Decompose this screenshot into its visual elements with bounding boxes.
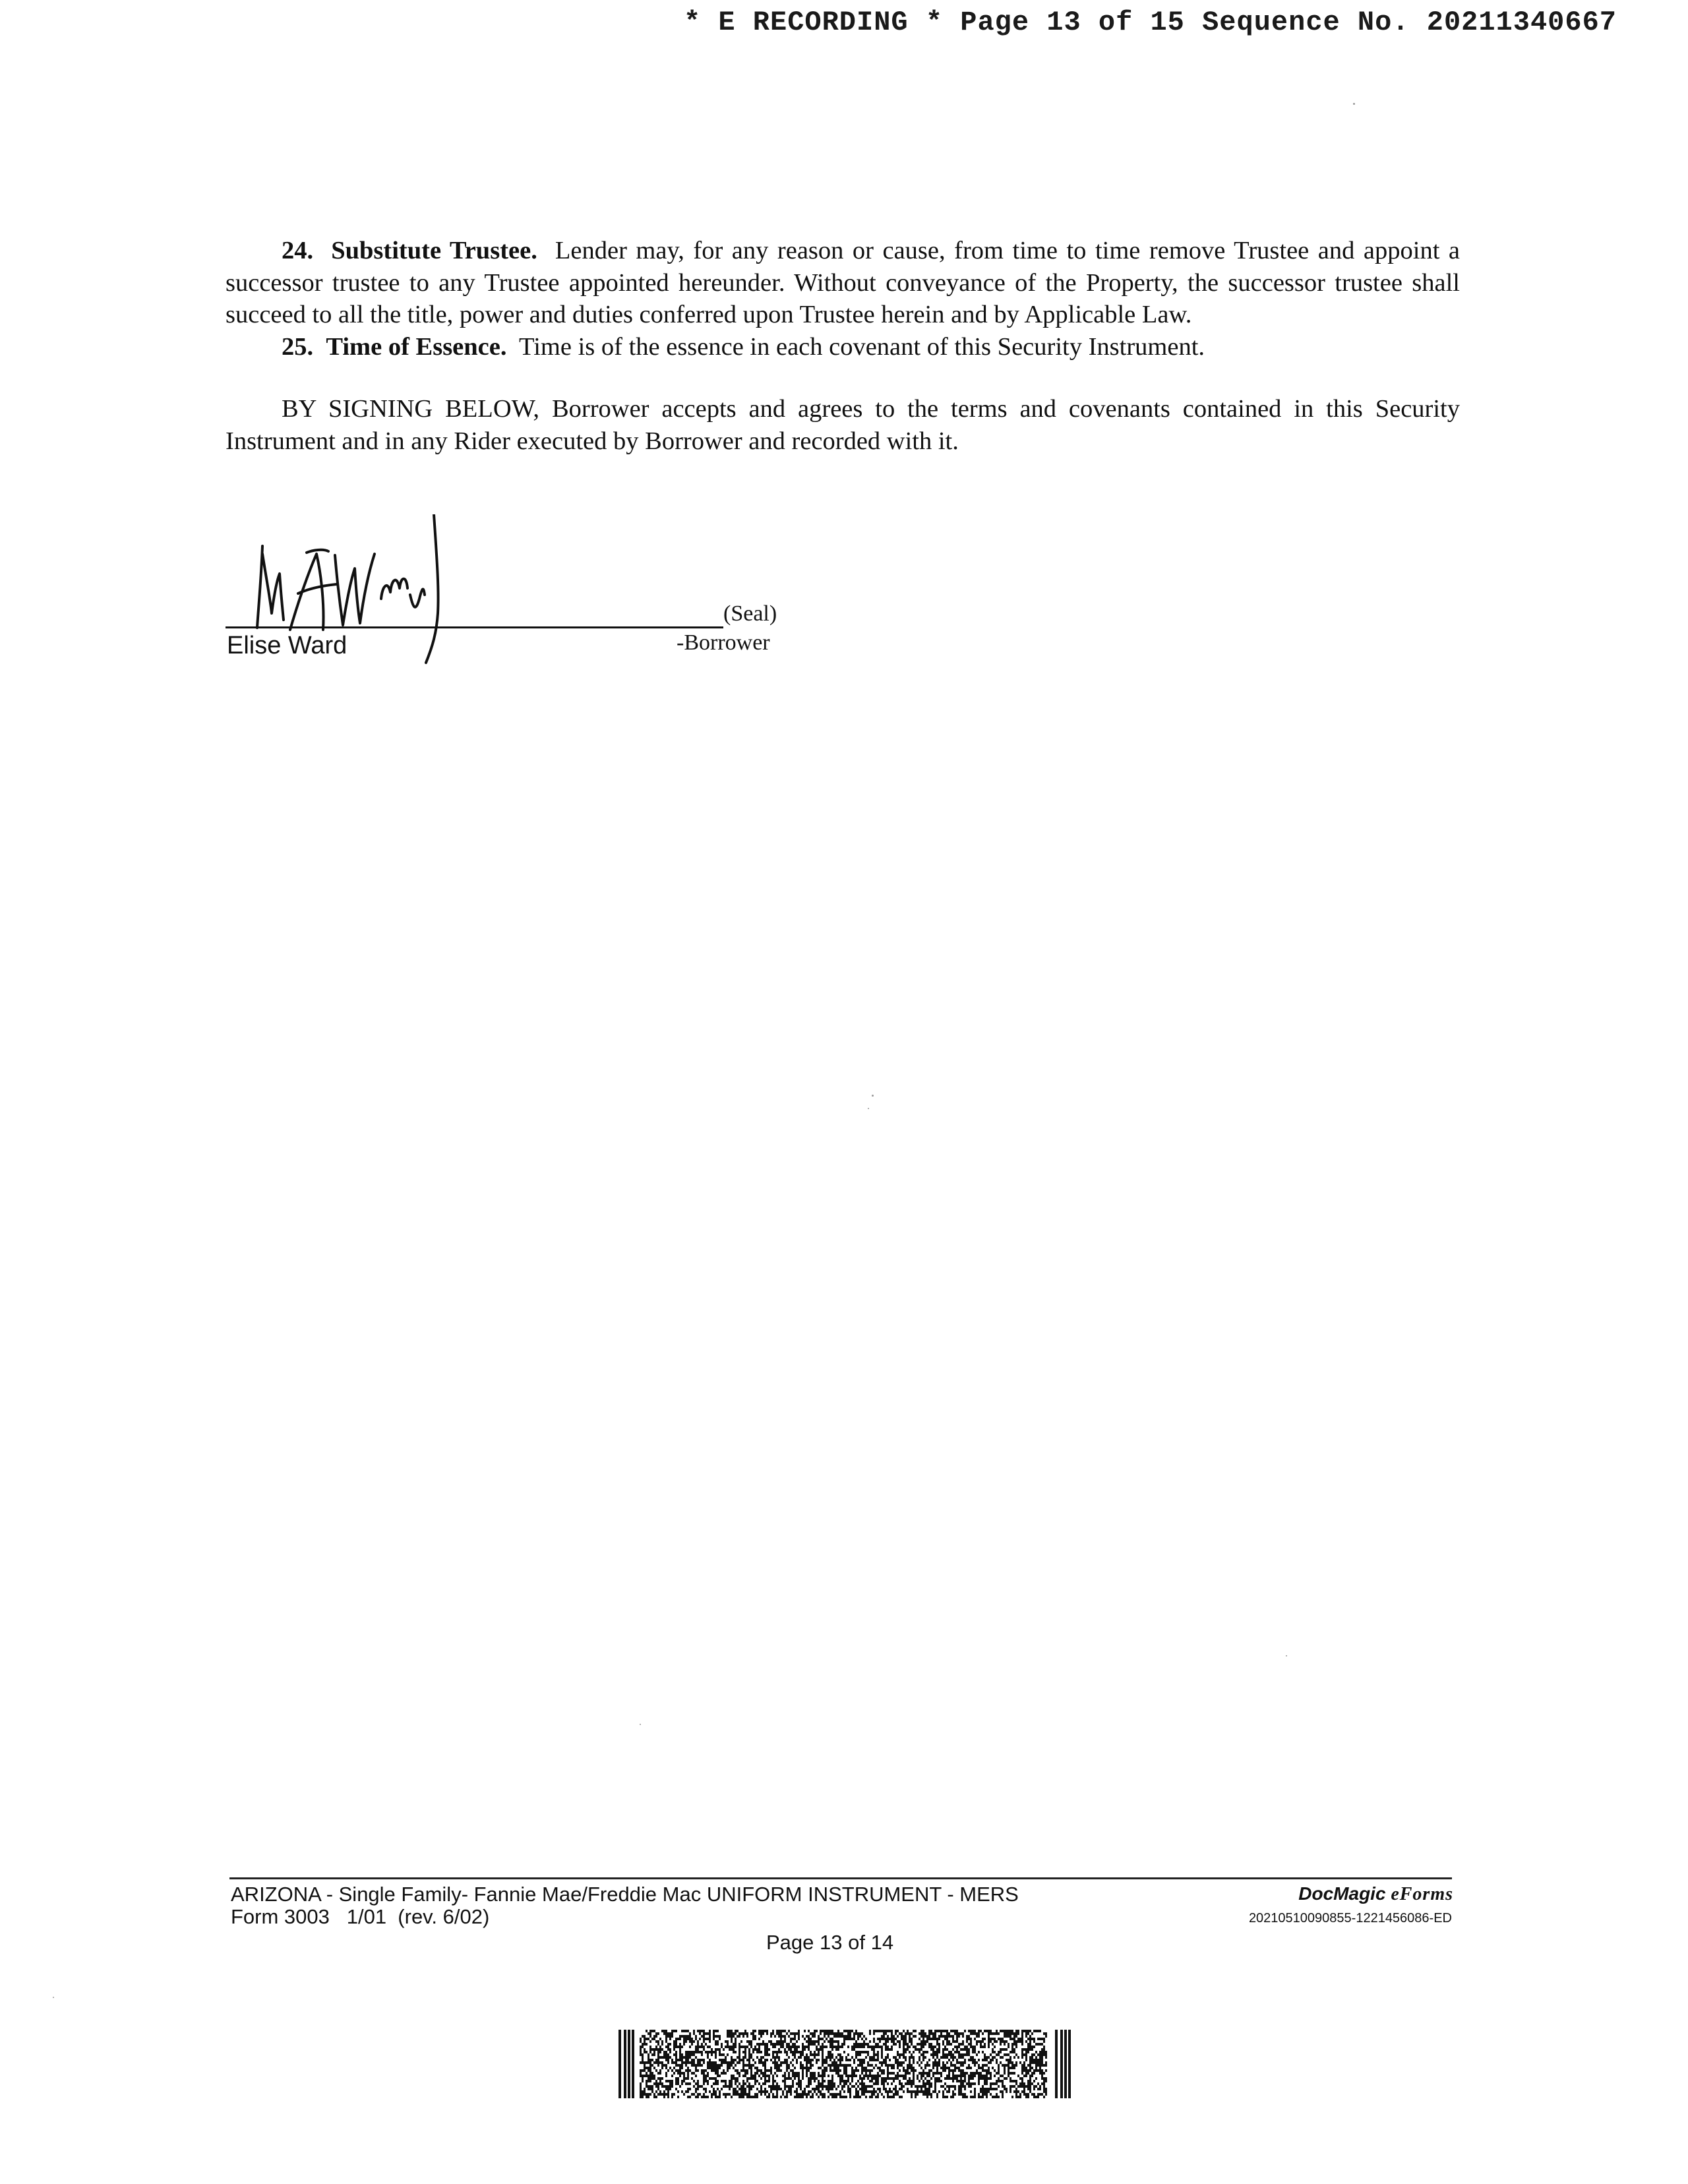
scan-speck <box>53 1997 54 1998</box>
section-25-title: Time of Essence. <box>326 332 507 361</box>
form-title-line: ARIZONA - Single Family- Fannie Mae/Freddie Mac UNIFORM INSTRUMENT - MERS <box>231 1883 1019 1906</box>
brand-suffix: eForms <box>1391 1884 1453 1904</box>
section-25-number: 25. <box>282 332 314 361</box>
scan-speck <box>1286 1655 1287 1656</box>
signature-block <box>224 514 791 673</box>
scan-speck <box>1353 103 1355 105</box>
section-24-number: 24. <box>282 237 314 264</box>
footer-rule <box>229 1877 1452 1879</box>
recording-stamp-header: * E RECORDING * Page 13 of 15 Sequence No. 20211340667 <box>683 7 1617 38</box>
document-body <box>226 235 1460 457</box>
document-id: 20210510090855-1221456086-ED <box>1248 1911 1452 1926</box>
section-25-text: Time is of the essence in each covenant of this Security Instrument. <box>519 332 1205 361</box>
section-24 <box>226 235 1460 331</box>
document-barcode <box>618 2030 1072 2098</box>
section-24-text: Lender may, for any reason or cause, from time to time remove Trustee and appoint a successor trustee to any Trustee appointed hereunder. Without conveyance of the Property, the successor trustee shall succeed to all the title, power and duties conferred upon Trustee herein and by Applicable Law. <box>226 237 1461 328</box>
signature-line <box>226 626 723 628</box>
signer-name: Elise Ward <box>227 632 347 659</box>
brand-name: DocMagic <box>1298 1883 1386 1904</box>
seal-label: (Seal) <box>723 601 777 626</box>
section-24-title: Substitute Trustee. <box>331 237 537 264</box>
signing-statement: BY SIGNING BELOW, Borrower accepts and agrees to the terms and covenants contained in this Security Instrument and in any Rider executed by Borrower and recorded with it. <box>226 395 1460 455</box>
page-number: Page 13 of 14 <box>766 1931 894 1954</box>
form-number-line: Form 3003 1/01 (rev. 6/02) <box>231 1905 490 1928</box>
scan-speck <box>868 1108 869 1109</box>
scan-speck <box>872 1095 874 1097</box>
form-identification <box>231 1883 1019 1928</box>
section-25 <box>226 331 1460 363</box>
scan-speck <box>640 1724 641 1725</box>
borrower-role-label: -Borrower <box>677 630 770 655</box>
docmagic-logo <box>1298 1883 1453 1905</box>
